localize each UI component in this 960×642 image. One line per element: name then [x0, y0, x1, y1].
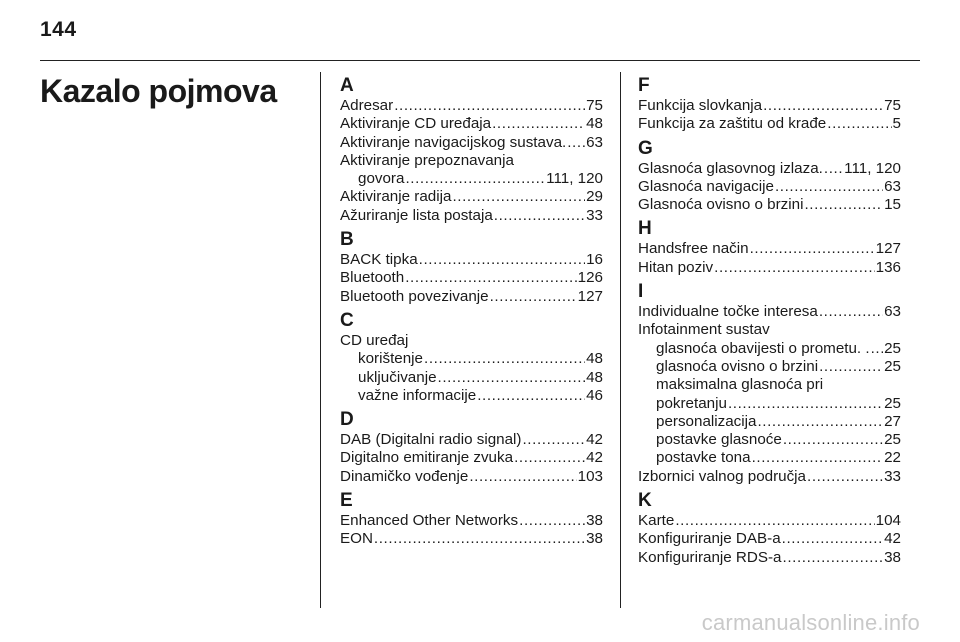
index-term: Aktiviranje CD uređaja: [340, 115, 492, 133]
index-page-ref: 25: [884, 431, 901, 449]
dot-leader: [519, 512, 585, 530]
index-group-c: [340, 311, 603, 405]
index-entry: [638, 449, 901, 467]
index-entry: [340, 269, 603, 287]
dot-leader: [824, 160, 843, 178]
index-entry: [340, 207, 603, 225]
index-term: važne informacije: [358, 386, 477, 404]
index-entry: [340, 530, 603, 548]
index-page-ref: 42: [586, 449, 603, 467]
index-page-ref: 75: [884, 97, 901, 114]
index-page-ref: 46: [586, 386, 603, 404]
dot-leader: [714, 259, 875, 277]
index-page-ref: 63: [884, 303, 901, 321]
index-entry: [340, 350, 603, 368]
index-entry: [638, 395, 901, 413]
dot-leader: [405, 170, 545, 188]
dot-leader: [757, 413, 883, 431]
dot-leader: [494, 207, 585, 225]
index-letter: C: [340, 309, 354, 331]
dot-leader: [819, 303, 883, 321]
index-term: Konfiguriranje RDS-a: [638, 548, 782, 566]
dot-leader: [514, 449, 585, 467]
index-term: Bluetooth: [340, 269, 405, 287]
index-entry: [638, 97, 901, 115]
index-term: Enhanced Other Networks: [340, 512, 519, 530]
index-page-ref: 27: [884, 412, 901, 430]
index-term: BACK tipka: [340, 251, 418, 269]
index-term: glasnoća ovisno o brzini: [656, 357, 819, 375]
dot-leader: [477, 387, 585, 405]
dot-leader: [819, 358, 883, 376]
dot-leader: [804, 196, 883, 214]
index-term: Karte: [638, 512, 675, 530]
dot-leader: [567, 134, 585, 152]
index-group-h: [638, 219, 901, 277]
index-title: Kazalo pojmova: [40, 73, 277, 109]
index-letter: B: [340, 229, 354, 251]
index-term: Glasnoća glasovnog izlaza.: [638, 159, 823, 177]
index-term: korištenje: [358, 350, 423, 368]
index-entry-heading: Aktiviranje prepoznavanja: [340, 151, 514, 169]
index-letter: K: [638, 490, 652, 512]
index-page-ref: 63: [884, 177, 901, 195]
index-group-f: [638, 76, 901, 134]
index-group-a: [340, 76, 603, 225]
index-page-ref: 25: [884, 339, 901, 357]
index-term: DAB (Digitalni radio signal): [340, 431, 522, 449]
index-page-ref: 29: [586, 188, 603, 206]
index-letter: E: [340, 490, 353, 512]
index-letter: G: [638, 137, 653, 159]
index-entry: [340, 188, 603, 206]
index-letter: H: [638, 218, 652, 240]
index-column-1: [340, 76, 603, 554]
index-group-d: [340, 410, 603, 486]
index-page-ref: 42: [884, 530, 901, 548]
index-group-g: [638, 139, 901, 215]
index-entry: [340, 468, 603, 486]
index-entry: [638, 115, 901, 133]
dot-leader: [522, 431, 585, 449]
index-entry: [340, 97, 603, 115]
index-page-ref: 48: [586, 368, 603, 386]
dot-leader: [438, 369, 586, 387]
dot-leader: [469, 468, 576, 486]
dot-leader: [452, 188, 585, 206]
index-entry: [638, 303, 901, 321]
index-entry: [638, 549, 901, 567]
index-term: Individualne točke interesa: [638, 303, 818, 321]
index-entry: [638, 196, 901, 214]
index-page-ref: 136: [875, 258, 901, 276]
index-group-b: [340, 230, 603, 306]
dot-leader: [394, 97, 585, 115]
page-number: 144: [40, 18, 77, 41]
index-letter: D: [340, 409, 354, 431]
index-page-ref: 16: [586, 251, 603, 269]
index-entry: [638, 259, 901, 277]
watermark: carmanualsonline.info: [701, 610, 920, 635]
index-term: pokretanju: [656, 394, 727, 412]
index-entry: [638, 512, 901, 530]
index-term: Ažuriranje lista postaja: [340, 206, 493, 224]
index-entry: [638, 468, 901, 486]
index-page-ref: 25: [884, 394, 901, 412]
dot-leader: [419, 251, 585, 269]
index-term: Handsfree način: [638, 240, 749, 258]
index-page-ref: 15: [884, 196, 901, 214]
index-entry-heading: CD uređaj: [340, 331, 409, 349]
index-term: Funkcija slovkanja: [638, 97, 763, 114]
index-term: Konfiguriranje DAB-a: [638, 530, 781, 548]
index-term: postavke glasnoće: [656, 431, 782, 449]
index-group-e: [340, 491, 603, 549]
index-page-ref: 111, 120: [546, 170, 603, 188]
dot-leader: [827, 115, 891, 133]
index-entry: [340, 431, 603, 449]
dot-leader: [763, 97, 883, 115]
index-entry: [638, 431, 901, 449]
index-term: govora: [358, 170, 405, 188]
index-page-ref: 33: [884, 467, 901, 485]
index-page-ref: 63: [586, 133, 603, 151]
index-page-ref: 5: [892, 115, 901, 133]
index-term: Izbornici valnog područja: [638, 467, 807, 485]
index-page-ref: 103: [577, 467, 603, 485]
index-entry: [340, 512, 603, 530]
dot-leader: [871, 340, 884, 358]
index-entry: [638, 178, 901, 196]
index-page-ref: 104: [875, 512, 901, 530]
index-term: Adresar: [340, 97, 394, 114]
index-entry: [638, 530, 901, 548]
index-entry: [340, 288, 603, 306]
index-entry: [638, 240, 901, 258]
index-page-ref: 48: [586, 350, 603, 368]
index-term: personalizacija: [656, 412, 757, 430]
index-group-i: [638, 282, 901, 486]
index-term: postavke tona: [656, 449, 751, 467]
index-entry: [638, 413, 901, 431]
index-page-ref: 38: [884, 548, 901, 566]
index-term: Hitan poziv: [638, 258, 714, 276]
index-page-ref: 25: [884, 357, 901, 375]
index-page-ref: 127: [875, 240, 901, 258]
index-entry: [340, 115, 603, 133]
index-entry: [638, 340, 901, 358]
index-term: Aktiviranje navigacijskog sustava.: [340, 133, 567, 151]
index-entry: [340, 369, 603, 387]
index-page-ref: 111, 120: [844, 159, 901, 177]
index-entry: [340, 134, 603, 152]
index-term: uključivanje: [358, 368, 437, 386]
dot-leader: [782, 530, 883, 548]
index-letter: I: [638, 281, 644, 303]
dot-leader: [492, 115, 585, 133]
dot-leader: [374, 530, 585, 548]
index-column-2: [638, 76, 901, 572]
index-term: Digitalno emitiranje zvuka: [340, 449, 514, 467]
index-page-ref: 38: [586, 512, 603, 530]
index-term: glasnoća obavijesti o prometu. .: [656, 339, 870, 357]
index-term: Glasnoća navigacije: [638, 177, 774, 195]
dot-leader: [750, 240, 875, 258]
index-term: Funkcija za zaštitu od krađe: [638, 115, 827, 133]
index-entry: [340, 387, 603, 405]
index-page-ref: 42: [586, 431, 603, 449]
index-page-ref: 33: [586, 206, 603, 224]
index-letter: A: [340, 75, 354, 96]
index-term: Aktiviranje radija: [340, 188, 452, 206]
dot-leader: [675, 512, 874, 530]
index-page-ref: 38: [586, 530, 603, 548]
index-entry-heading: maksimalna glasnoća pri: [656, 376, 824, 394]
index-page-ref: 48: [586, 115, 603, 133]
dot-leader: [405, 269, 576, 287]
index-page-ref: 75: [586, 97, 603, 114]
dot-leader: [783, 431, 883, 449]
dot-leader: [783, 549, 884, 567]
index-entry-heading: Infotainment sustav: [638, 321, 770, 339]
header-rule: [40, 60, 920, 61]
column-divider-left: [320, 72, 321, 608]
index-entry: [638, 358, 901, 376]
index-entry: [340, 170, 603, 188]
dot-leader: [728, 395, 883, 413]
dot-leader: [807, 468, 883, 486]
index-entry: [638, 160, 901, 178]
index-page-ref: 126: [577, 269, 603, 287]
dot-leader: [490, 288, 577, 306]
index-term: Glasnoća ovisno o brzini: [638, 196, 804, 214]
dot-leader: [775, 178, 883, 196]
index-page-ref: 22: [884, 449, 901, 467]
column-divider-right: [620, 72, 621, 608]
index-term: EON: [340, 530, 373, 548]
index-term: Dinamičko vođenje: [340, 467, 469, 485]
index-page-ref: 127: [577, 287, 603, 305]
dot-leader: [424, 350, 585, 368]
index-term: Bluetooth povezivanje: [340, 287, 489, 305]
index-entry: [340, 449, 603, 467]
index-letter: F: [638, 75, 650, 96]
dot-leader: [752, 449, 884, 467]
index-entry: [340, 251, 603, 269]
index-group-k: [638, 491, 901, 567]
